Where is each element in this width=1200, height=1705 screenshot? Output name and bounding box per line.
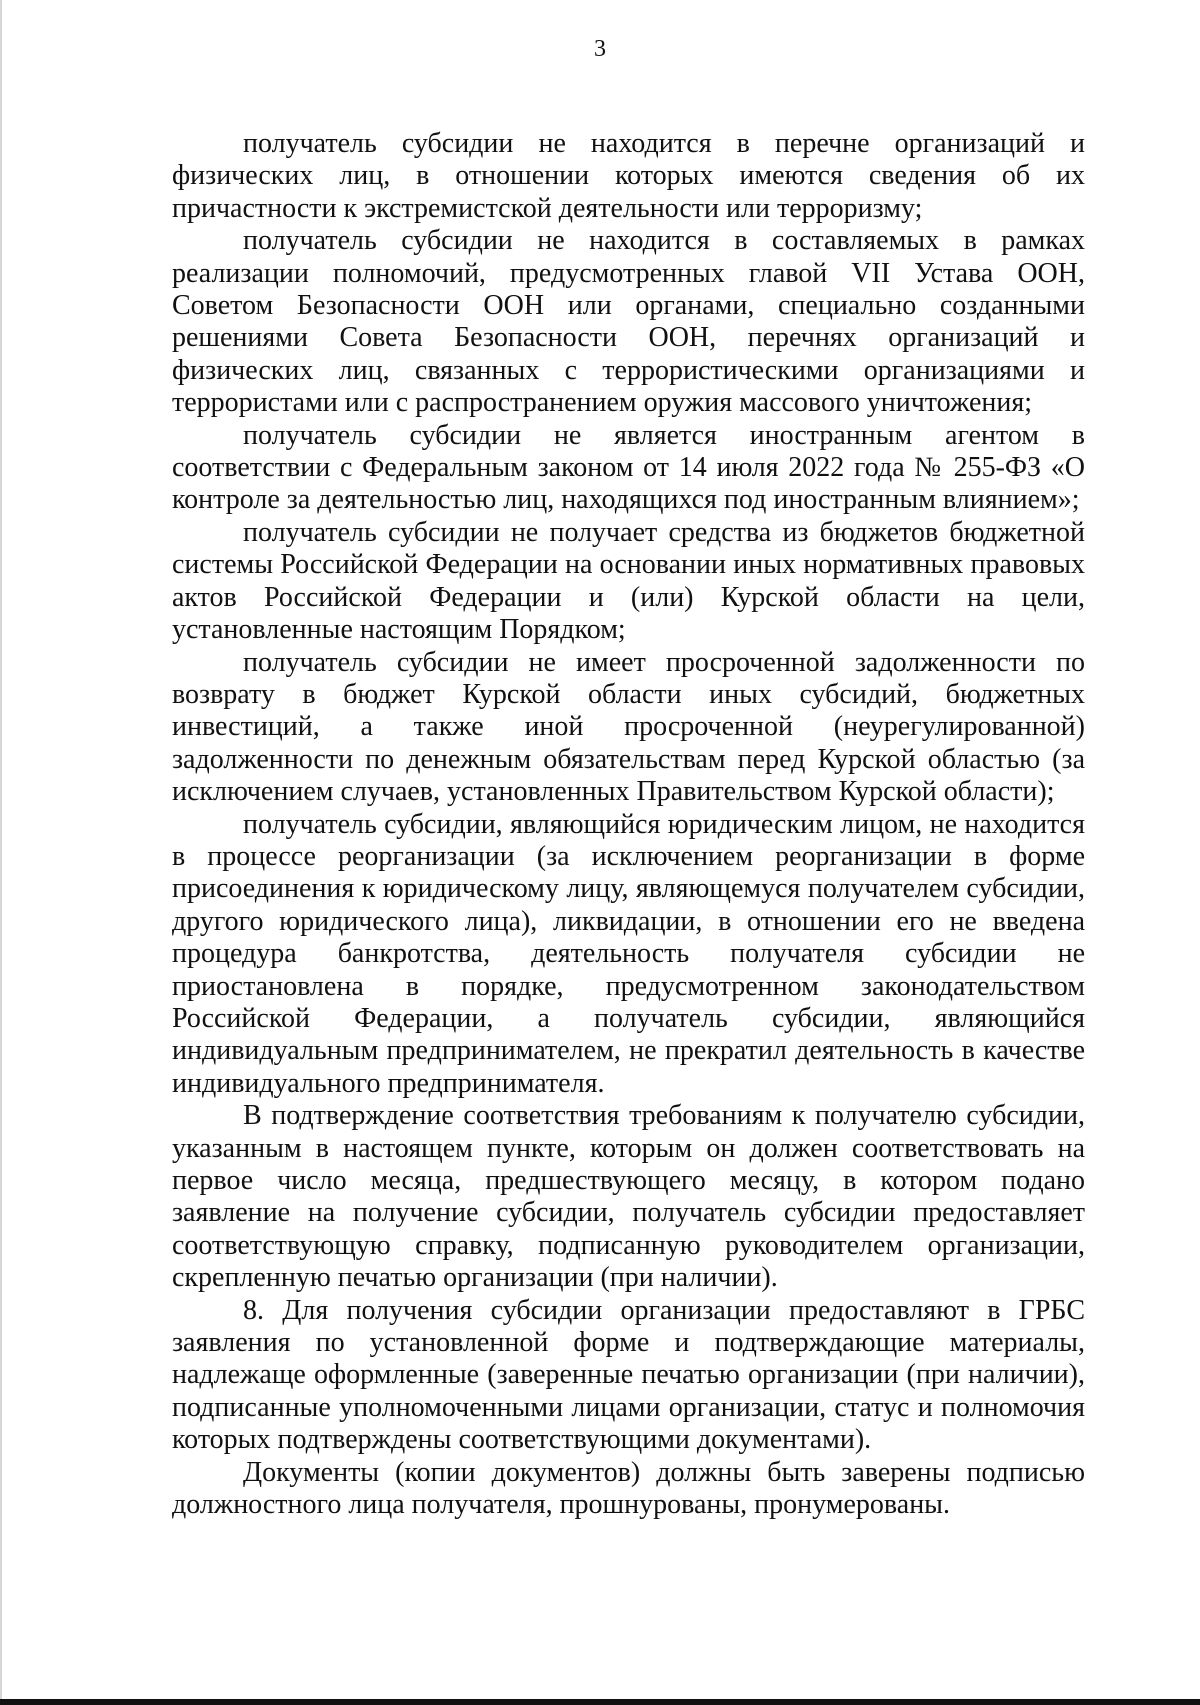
scan-bottom-edge <box>0 1699 1200 1705</box>
paragraph-foreign-agent: получатель субсидии не является иностранным агентом в соответствии с Федеральным законом от 14 июля 2022 года № 255-ФЗ «О контроле за деятельностью лиц, находящихся под иностранным влиянием»; <box>172 419 1085 516</box>
paragraph-confirmation: В подтверждение соответствия требованиям к получателю субсидии, указанным в настоящем пункте, которым он должен соответствовать на первое число месяца, предшествующего месяцу, в котором подано заявление на получение субсидии, получатель субсидии предоставляет соответствующую справку, подписанную руководителем организации, скрепленную печатью организации (при наличии). <box>172 1100 1085 1294</box>
paragraph-documents-certification: Документы (копии документов) должны быть заверены подписью должностного лица получателя, прошнурованы, пронумерованы. <box>172 1456 1085 1521</box>
page-number: 3 <box>594 36 606 62</box>
paragraph-other-budget-funds: получатель субсидии не получает средства из бюджетов бюджетной системы Российской Федерации на основании иных нормативных правовых актов Российской Федерации и (или) Курской области на цели, установленные настоящим Порядком; <box>172 516 1085 646</box>
scan-left-edge <box>0 0 2 1705</box>
paragraph-extremism: получатель субсидии не находится в перечне организаций и физических лиц, в отношении которых имеются сведения об их причастности к экстремистской деятельности или терроризму; <box>172 128 1085 224</box>
paragraph-reorganization: получатель субсидии, являющийся юридическим лицом, не находится в процессе реорганизации (за исключением реорганизации в форме присоединения к юридическому лицу, являющемуся получателем субсидии, другого юридического лица), ликвидации, в отношении его не введена процедура банкротства, деятельность получателя субсидии не приостановлена в порядке, предусмотренном законодательством Российской Федерации, а получатель субсидии, являющийся индивидуальным предпринимателем, не прекратил деятельность в качестве индивидуального предпринимателя. <box>172 808 1085 1099</box>
paragraph-un-lists: получатель субсидии не находится в составляемых в рамках реализации полномочий, предусмотренных главой VII Устава ООН, Советом Безопасности ООН или органами, специально созданными решениями Совета Безопасности ООН, перечнях организаций и физических лиц, связанных с террористическими организациями и террористами или с распространением оружия массового уничтожения; <box>172 225 1085 419</box>
paragraph-overdue-debt: получатель субсидии не имеет просроченной задолженности по возврату в бюджет Курской области иных субсидий, бюджетных инвестиций, а также иной просроченной (неурегулированной) задолженности по денежным обязательствам перед Курской областью (за исключением случаев, установленных Правительством Курской области); <box>172 646 1085 808</box>
paragraph-item-8: 8. Для получения субсидии организации предоставляют в ГРБС заявления по установленной форме и подтверждающие материалы, надлежаще оформленные (заверенные печатью организации (при наличии), подписанные уполномоченными лицами организации, статус и полномочия которых подтверждены соответствующими документами). <box>172 1294 1085 1456</box>
document-body <box>172 128 1085 1521</box>
